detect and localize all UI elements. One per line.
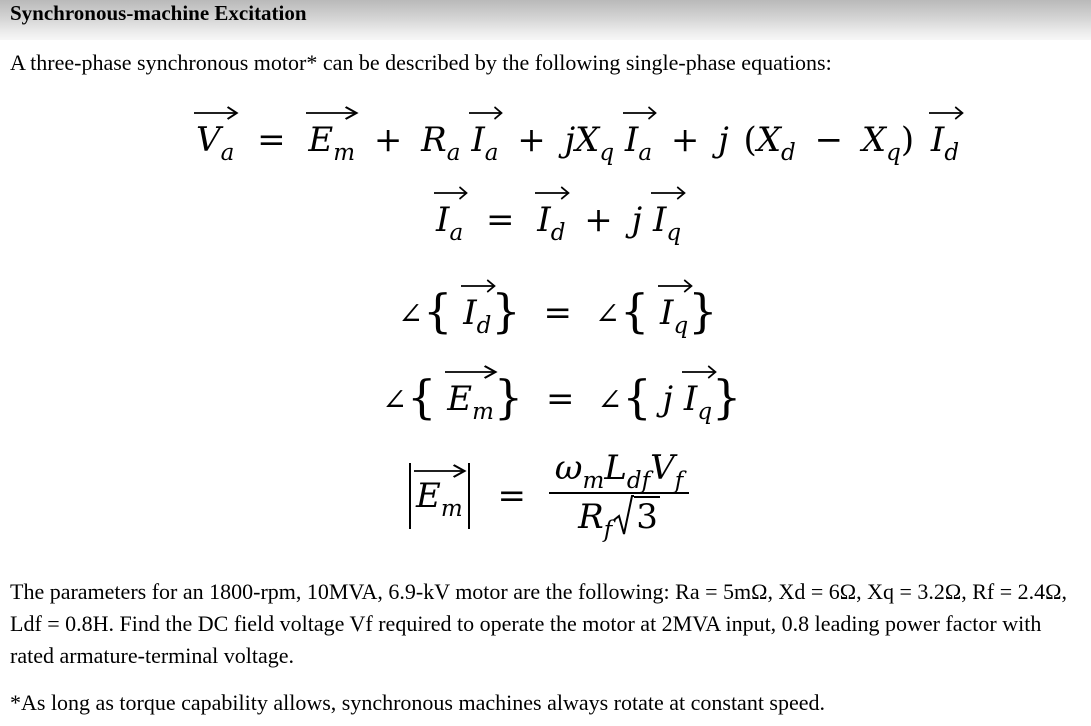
denominator: $R_f$ 3	[549, 492, 689, 544]
page-title: Synchronous-machine Excitation	[10, 1, 307, 25]
equation-4: ∠{ $E_m$} = ∠{ j $I_q$}	[382, 372, 741, 425]
equation-2: $I_a$ = $I_d + j$ $I_q$	[436, 198, 681, 246]
equation-5: $E_m$ = $\omega_mL_{df}V_f$ $R_f$ 3	[404, 448, 689, 544]
vector-iq: $I_q$	[660, 291, 688, 339]
square-root: 3	[612, 494, 660, 540]
problem-text: The parameters for an 1800-rpm, 10MVA, 6.9-kV motor are the following: Ra = 5mΩ, Xd = 6Ω, Xq = 3.2Ω, Rf = 2.4Ω, Ldf = 0.8H. Find the DC field voltage Vf required to operate the motor at 2MVA input, 0.8 leading power factor with rated armature-terminal voltage.	[10, 579, 1067, 668]
vector-em: $E_m$	[447, 377, 494, 425]
vector-id: $I_d$	[537, 198, 565, 246]
equation-3: ∠{ $I_d$} = ∠{ $I_q$}	[398, 286, 718, 339]
vector-ia: $I_a$	[436, 198, 463, 246]
vector-em: $E_m$	[416, 476, 463, 516]
numerator: $\omega_mL_{df}V_f$	[554, 448, 684, 494]
vector-iq: $I_q$	[684, 377, 712, 425]
vector-id: $I_d$	[931, 118, 959, 166]
vector-iq: $I_q$	[653, 198, 681, 246]
abs-bar-left	[409, 463, 411, 529]
vector-id: $I_d$	[463, 291, 491, 339]
vector-ia: $I_a$	[625, 118, 652, 166]
footnote: *As long as torque capability allows, synchronous machines always rotate at constant speed.	[10, 690, 826, 715]
equation-1: $V_a$ = $E_m + R_a$ $I_a + jX_q$ $I_a + j$ $(X_d - X_q)$ $I_d$	[196, 118, 959, 166]
vector-va: $V_a$	[196, 118, 234, 166]
fraction	[549, 448, 689, 544]
intro-text: A three-phase synchronous motor* can be described by the following single-phase equations:	[10, 50, 832, 75]
vector-em: $E_m$	[308, 118, 355, 166]
vector-ia: $I_a$	[471, 118, 498, 166]
